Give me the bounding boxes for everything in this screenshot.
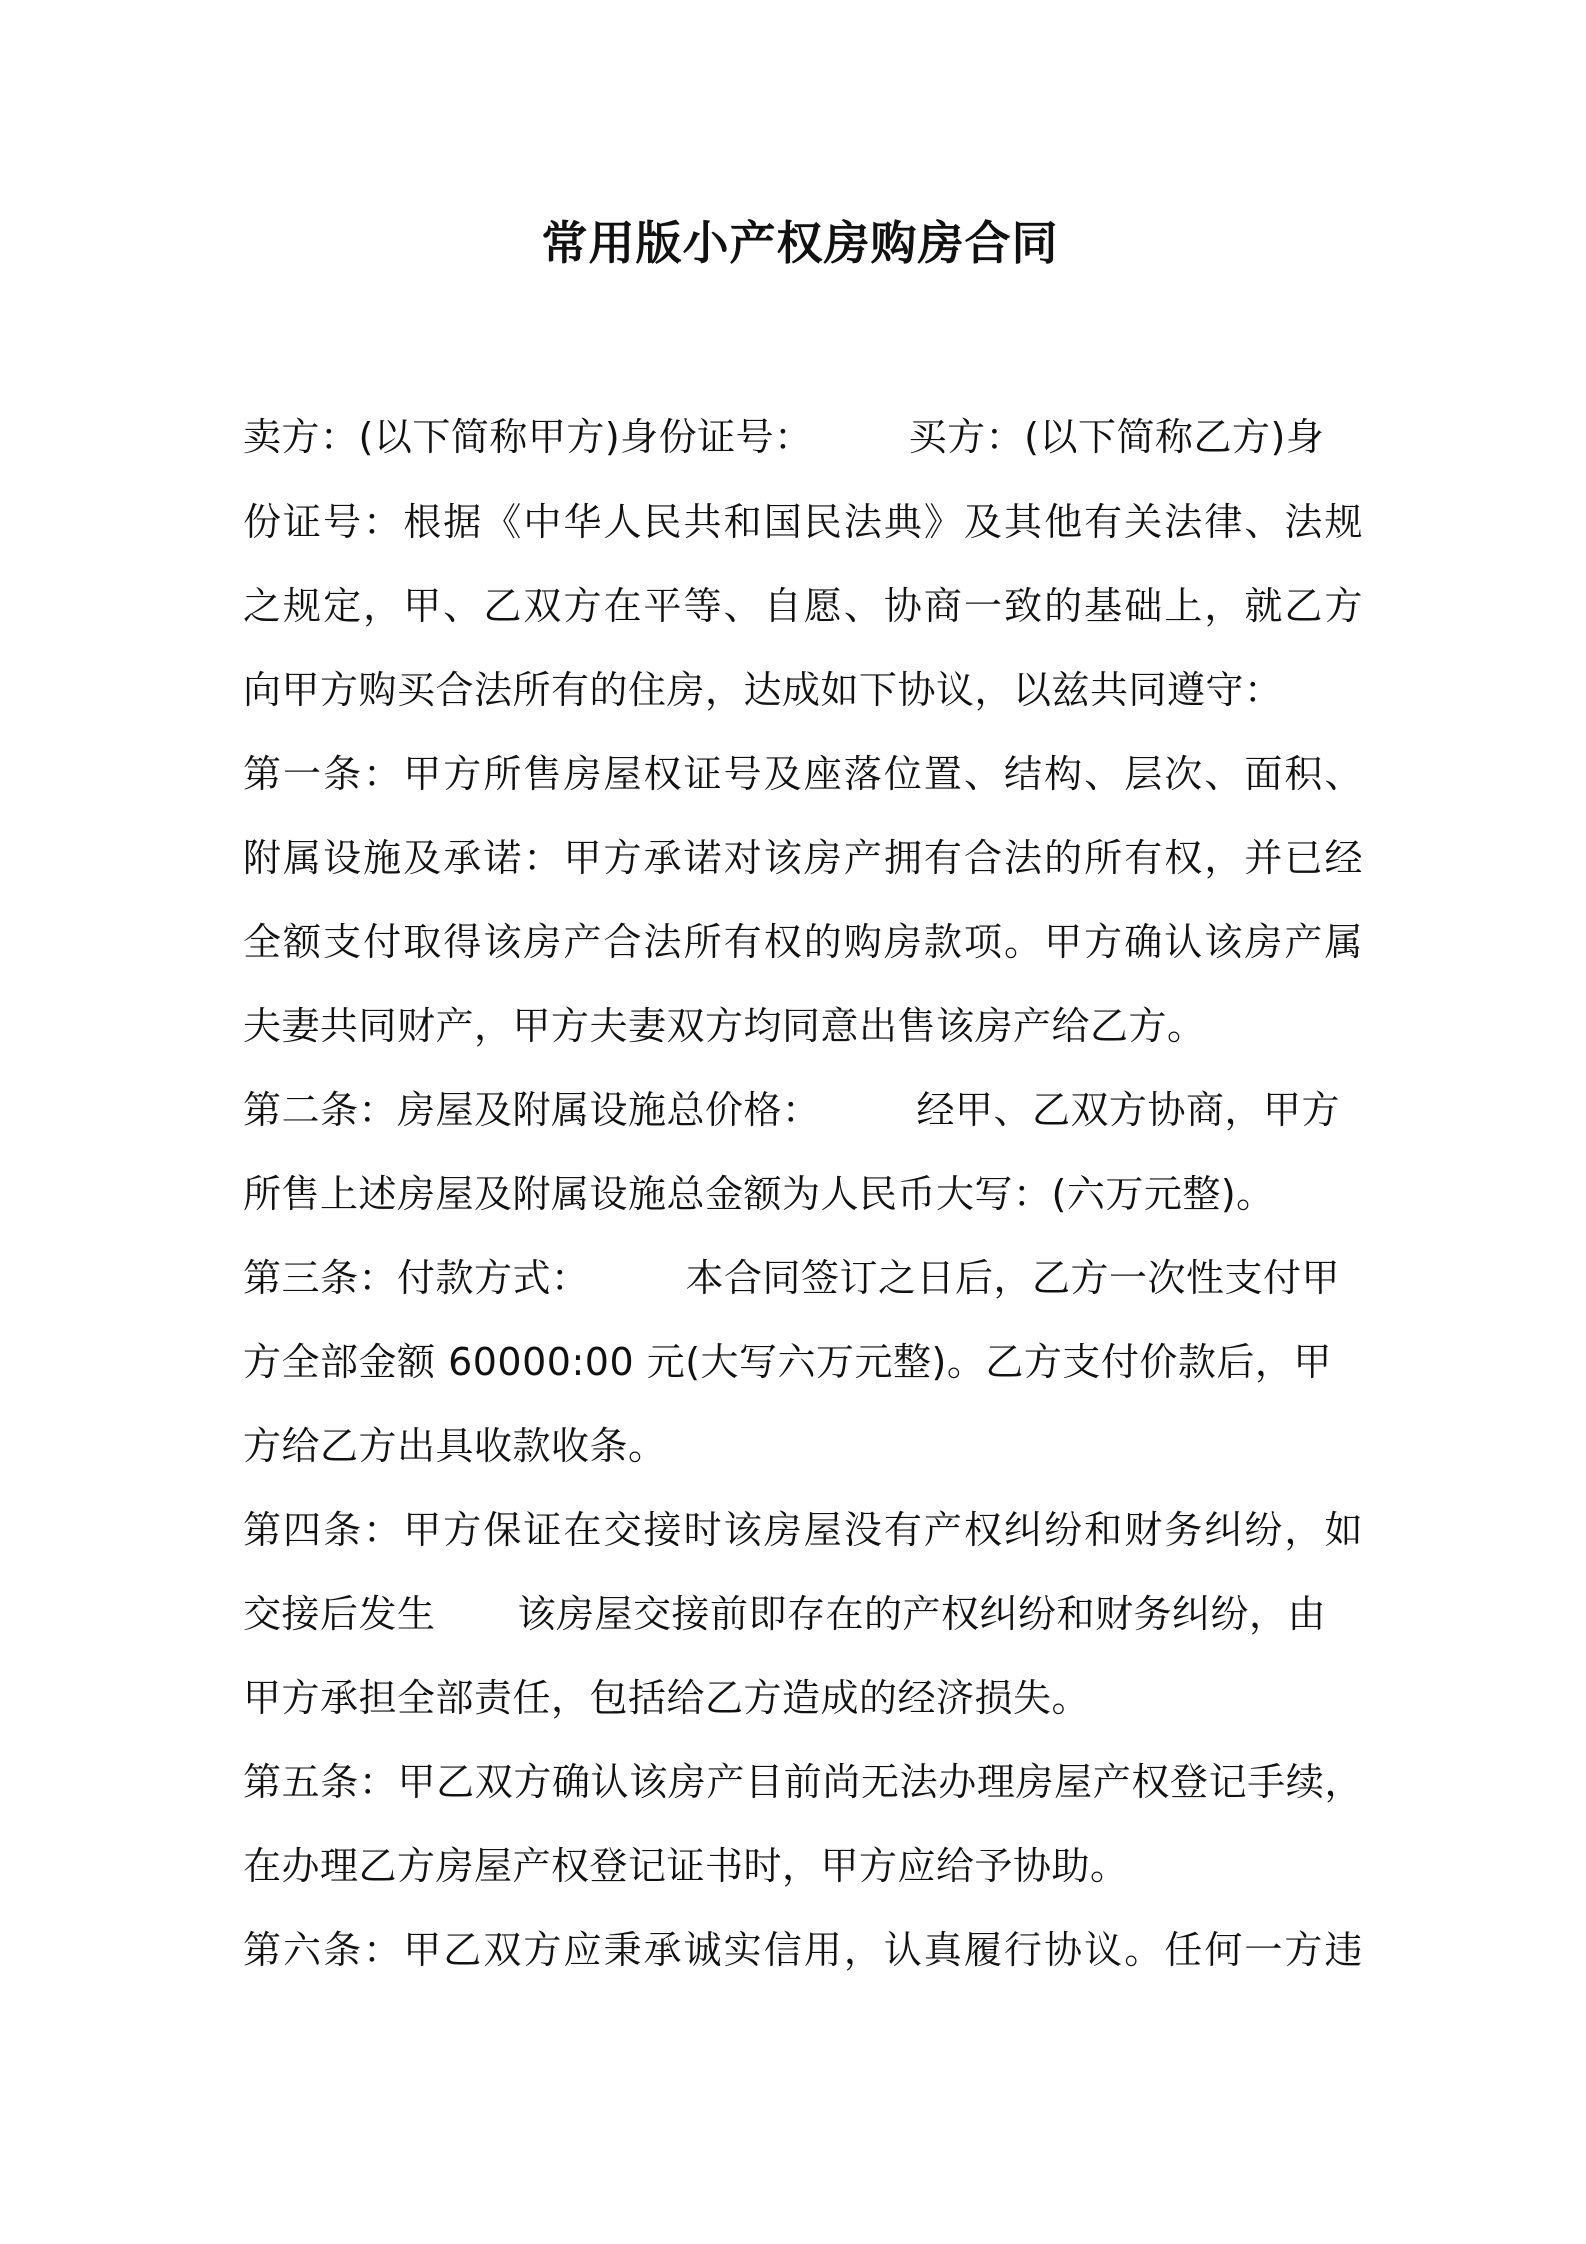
body-line: 向甲方购买合法所有的住房，达成如下协议，以兹共同遵守： xyxy=(243,668,1283,712)
body-line: 之规定，甲、乙双方在平等、自愿、协商一致的基础上，就乙方 xyxy=(243,584,1363,628)
article-4-heading: 第四条：甲方保证在交接时该房屋没有产权纠纷和财务纠纷，如 xyxy=(243,1508,1363,1552)
body-line xyxy=(243,407,1363,467)
body-line: 份证号：根据《中华人民共和国民法典》及其他有关法律、法规 xyxy=(243,500,1363,544)
article-3-text: 本合同签订之日后，乙方一次性支付甲 xyxy=(685,1256,1341,1300)
seller-label: 卖方：(以下简称甲方)身份证号： xyxy=(243,415,813,459)
body-line: 全额支付取得该房产合法所有权的购房款项。甲方确认该房产属 xyxy=(243,920,1363,964)
article-4-segment-a: 交接后发生 xyxy=(243,1592,436,1636)
article-1-heading: 第一条：甲方所售房屋权证号及座落位置、结构、层次、面积、 xyxy=(243,752,1363,796)
body-line: 方给乙方出具收款收条。 xyxy=(243,1424,667,1468)
article-6-heading: 第六条：甲乙双方应秉承诚实信用，认真履行协议。任何一方违 xyxy=(243,1928,1363,1972)
body-line: 甲方承担全部责任，包括给乙方造成的经济损失。 xyxy=(243,1676,1091,1720)
article-2-heading xyxy=(243,1080,1363,1140)
document-title: 常用版小产权房购房合同 xyxy=(541,216,1059,270)
article-3-label: 第三条：付款方式： xyxy=(243,1256,590,1300)
article-2-text: 经甲、乙双方协商，甲方 xyxy=(916,1088,1341,1132)
body-line: 在办理乙方房屋产权登记证书时，甲方应给予协助。 xyxy=(243,1844,1129,1888)
body-line: 方全部金额 60000:00 元(大写六万元整)。乙方支付价款后，甲 xyxy=(243,1340,1332,1384)
article-4-segment-b: 该房屋交接前即存在的产权纠纷和财务纠纷，由 xyxy=(517,1592,1327,1636)
body-line: 附属设施及承诺：甲方承诺对该房产拥有合法的所有权，并已经 xyxy=(243,836,1363,880)
article-2-label: 第二条：房屋及附属设施总价格： xyxy=(243,1088,821,1132)
buyer-label: 买方：(以下简称乙方)身 xyxy=(908,415,1325,459)
article-3-heading xyxy=(243,1248,1363,1308)
article-5-heading: 第五条：甲乙双方确认该房产目前尚无法办理房屋产权登记手续， xyxy=(243,1760,1363,1804)
body-line: 夫妻共同财产，甲方夫妻双方均同意出售该房产给乙方。 xyxy=(243,1004,1206,1048)
body-line: 所售上述房屋及附属设施总金额为人民币大写：(六万元整)。 xyxy=(243,1172,1275,1216)
body-line xyxy=(243,1584,1363,1644)
